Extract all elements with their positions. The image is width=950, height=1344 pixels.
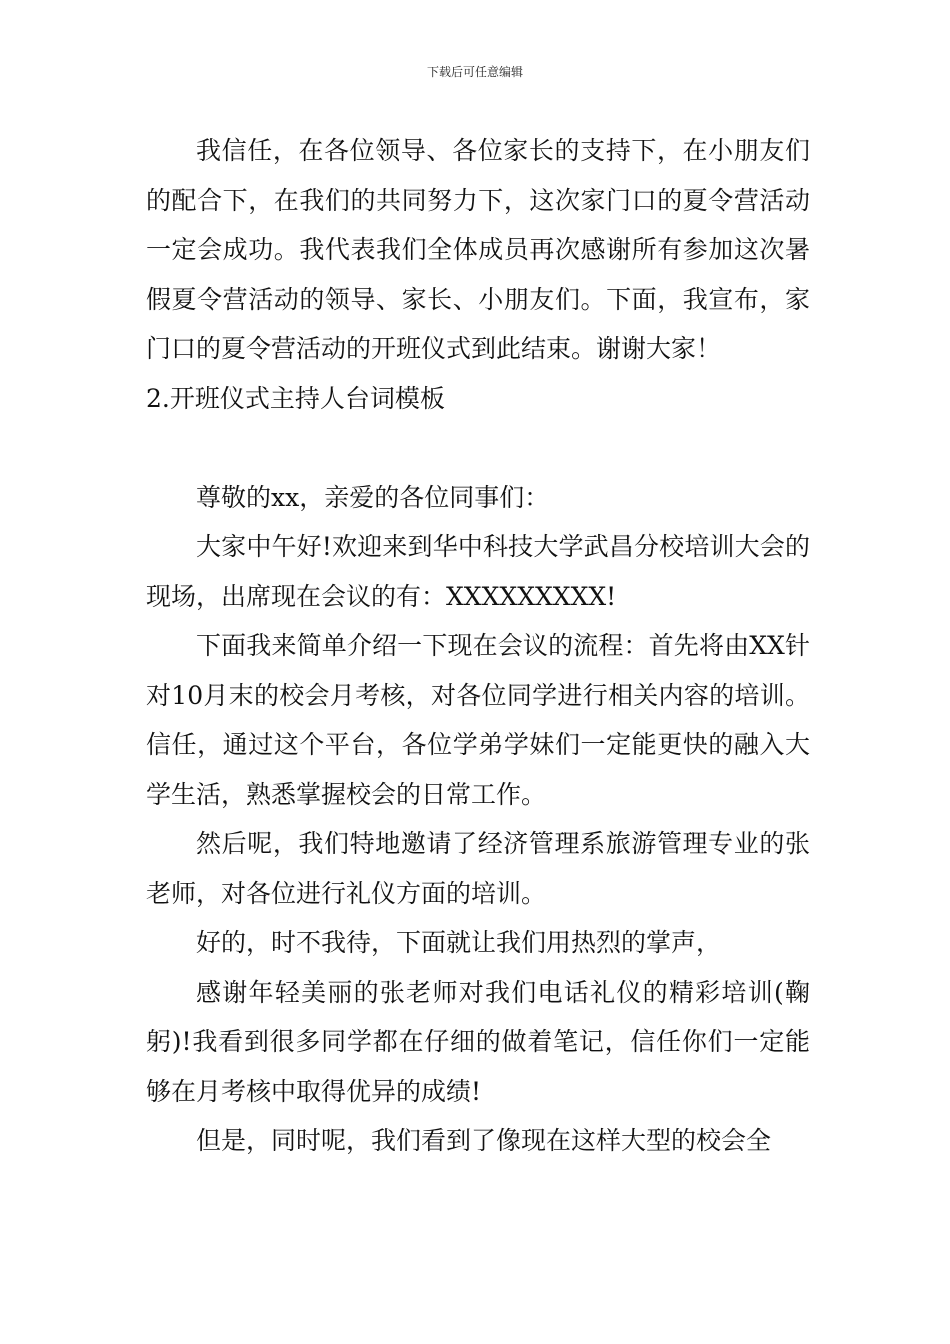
- blank-line: [146, 423, 810, 473]
- paragraph-agenda: 下面我来简单介绍一下现在会议的流程：首先将由XX针对10月末的校会月考核，对各位同学进行相关内容的培训。信任，通过这个平台，各位学弟学妹们一定能更快的融入大学生活，熟悉掌握校会的日常工作。: [146, 631, 810, 809]
- paragraph-continuation: 但是，同时呢，我们看到了像现在这样大型的校会全: [196, 1126, 772, 1155]
- paragraph-thanks: 感谢年轻美丽的张老师对我们电话礼仪的精彩培训(鞠躬)!我看到很多同学都在仔细的做着笔记，信任你们一定能够在月考核中取得优异的成绩!: [146, 977, 810, 1106]
- paragraph-welcome: 大家中午好!欢迎来到华中科技大学武昌分校培训大会的现场，出席现在会议的有：XXXXXXXXX!: [146, 532, 810, 611]
- paragraph-salutation: 尊敬的xx，亲爱的各位同事们：: [196, 482, 550, 512]
- document-body: [146, 126, 810, 1166]
- page-header: 下载后可任意编辑: [426, 65, 523, 79]
- section-heading: 2.开班仪式主持人台词模板: [146, 383, 445, 413]
- paragraph-applause: 好的，时不我待，下面就让我们用热烈的掌声，: [196, 928, 722, 957]
- paragraph-guest-teacher: 然后呢，我们特地邀请了经济管理系旅游管理专业的张老师，对各位进行礼仪方面的培训。: [146, 829, 810, 908]
- paragraph-closing-remarks: 我信任，在各位领导、各位家长的支持下，在小朋友们的配合下，在我们的共同努力下，这次家门口的夏令营活动一定会成功。我代表我们全体成员再次感谢所有参加这次暑假夏令营活动的领导、家长、小朋友们。下面，我宣布，家门口的夏令营活动的开班仪式到此结束。谢谢大家！: [146, 136, 810, 363]
